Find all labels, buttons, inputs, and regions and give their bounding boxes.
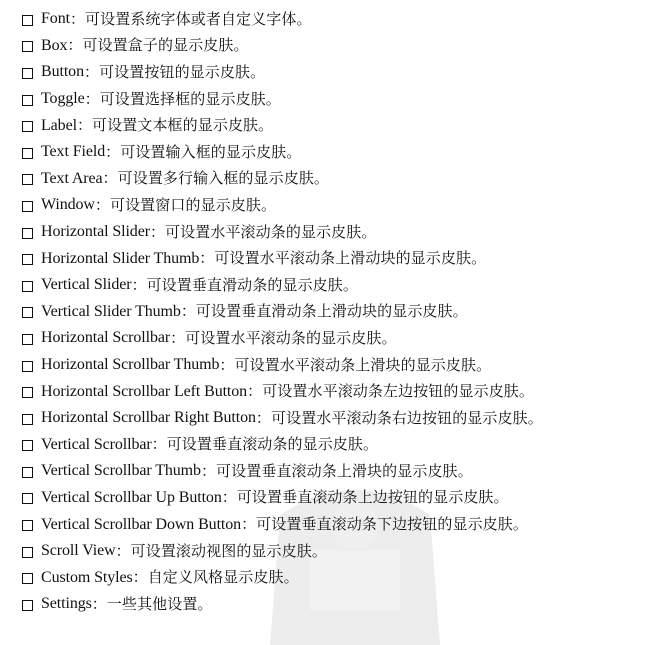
checkbox-square-icon bbox=[22, 387, 33, 398]
list-item bbox=[22, 272, 543, 299]
property-description: ：可设置垂直滑动条的显示皮肤。 bbox=[131, 275, 358, 294]
list-item bbox=[22, 112, 543, 139]
property-name: Vertical Slider Thumb bbox=[41, 302, 181, 320]
property-description: ：可设置垂直滚动条下边按钮的显示皮肤。 bbox=[241, 515, 528, 534]
property-name: Horizontal Scrollbar Left Button bbox=[41, 382, 248, 400]
list-item bbox=[22, 511, 543, 538]
list-item bbox=[22, 139, 543, 166]
list-item bbox=[22, 485, 543, 512]
property-description: ：可设置水平滚动条左边按钮的显示皮肤。 bbox=[247, 382, 534, 401]
list-item bbox=[22, 458, 543, 485]
property-description: ：一些其他设置。 bbox=[91, 594, 213, 613]
list-item bbox=[22, 192, 543, 219]
property-name: Settings bbox=[41, 595, 92, 613]
property-description: ：可设置垂直滑动条上滑动块的显示皮肤。 bbox=[180, 302, 468, 321]
list-item bbox=[22, 299, 543, 326]
property-name: Horizontal Slider bbox=[41, 223, 150, 241]
list-item bbox=[22, 564, 543, 591]
list-item bbox=[22, 405, 543, 432]
list-item bbox=[22, 86, 543, 113]
property-description: ：自定义风格显示皮肤。 bbox=[132, 568, 299, 587]
checkbox-square-icon bbox=[22, 307, 33, 318]
list-item bbox=[22, 166, 543, 193]
property-name: Text Area bbox=[41, 169, 103, 187]
property-name: Toggle bbox=[41, 90, 85, 108]
list-item bbox=[22, 33, 543, 60]
list-item bbox=[22, 591, 543, 618]
property-name: Vertical Scrollbar Thumb bbox=[41, 462, 201, 480]
property-description: ：可设置水平滚动条上滑块的显示皮肤。 bbox=[219, 355, 492, 374]
checkbox-square-icon bbox=[22, 600, 33, 611]
property-name: Horizontal Slider Thumb bbox=[41, 249, 200, 267]
property-name: Horizontal Scrollbar Thumb bbox=[41, 356, 220, 374]
checkbox-square-icon bbox=[22, 493, 33, 504]
list-item bbox=[22, 6, 543, 33]
property-description: ：可设置按钮的显示皮肤。 bbox=[83, 62, 266, 81]
checkbox-square-icon bbox=[22, 68, 33, 79]
property-description: ：可设置水平滚动条的显示皮肤。 bbox=[149, 222, 377, 241]
checkbox-square-icon bbox=[22, 334, 33, 345]
list-item bbox=[22, 325, 543, 352]
checkbox-square-icon bbox=[22, 414, 33, 425]
property-description: ：可设置盒子的显示皮肤。 bbox=[67, 36, 249, 55]
checkbox-square-icon bbox=[22, 573, 33, 584]
checkbox-square-icon bbox=[22, 148, 33, 159]
property-description: ：可设置多行输入框的显示皮肤。 bbox=[102, 169, 330, 188]
checkbox-square-icon bbox=[22, 520, 33, 531]
property-name: Horizontal Scrollbar bbox=[41, 329, 171, 347]
list-item bbox=[22, 538, 543, 565]
property-description: ：可设置选择框的显示皮肤。 bbox=[84, 89, 281, 108]
list-item bbox=[22, 245, 543, 272]
property-description: ：可设置文本框的显示皮肤。 bbox=[76, 116, 274, 135]
checkbox-square-icon bbox=[22, 547, 33, 558]
property-description: ：可设置系统字体或者自定义字体。 bbox=[69, 9, 312, 28]
property-description: ：可设置垂直滚动条上边按钮的显示皮肤。 bbox=[221, 488, 509, 507]
checkbox-square-icon bbox=[22, 15, 33, 26]
property-description: ：可设置垂直滚动条上滑块的显示皮肤。 bbox=[200, 461, 473, 480]
list-item bbox=[22, 219, 543, 246]
list-item bbox=[22, 59, 543, 86]
property-name: Vertical Slider bbox=[41, 276, 132, 294]
property-description: ：可设置水平滚动条右边按钮的显示皮肤。 bbox=[255, 408, 543, 427]
checkbox-square-icon bbox=[22, 281, 33, 292]
property-description: ：可设置滚动视图的显示皮肤。 bbox=[115, 541, 327, 560]
property-description: ：可设置水平滚动条的显示皮肤。 bbox=[170, 328, 397, 347]
checkbox-square-icon bbox=[22, 121, 33, 132]
property-description: ：可设置水平滚动条上滑动块的显示皮肤。 bbox=[199, 249, 487, 268]
list-item bbox=[22, 378, 543, 405]
checkbox-square-icon bbox=[22, 467, 33, 478]
property-name: Box bbox=[41, 36, 68, 54]
property-name: Button bbox=[41, 63, 84, 81]
property-name: Horizontal Scrollbar Right Button bbox=[41, 409, 256, 427]
checkbox-square-icon bbox=[22, 228, 33, 239]
property-name: Scroll View bbox=[41, 542, 116, 560]
checkbox-square-icon bbox=[22, 95, 33, 106]
property-name: Window bbox=[41, 196, 95, 214]
list-item bbox=[22, 432, 543, 459]
checkbox-square-icon bbox=[22, 361, 33, 372]
property-name: Vertical Scrollbar Down Button bbox=[41, 515, 242, 533]
checkbox-square-icon bbox=[22, 174, 33, 185]
list-item bbox=[22, 352, 543, 379]
property-name: Label bbox=[41, 116, 77, 134]
property-description: ：可设置输入框的显示皮肤。 bbox=[105, 142, 302, 161]
property-name: Vertical Scrollbar bbox=[41, 435, 152, 453]
property-description: ：可设置垂直滚动条的显示皮肤。 bbox=[151, 435, 379, 454]
skin-property-list bbox=[22, 6, 543, 618]
property-description: ：可设置窗口的显示皮肤。 bbox=[94, 195, 277, 214]
checkbox-square-icon bbox=[22, 254, 33, 265]
checkbox-square-icon bbox=[22, 440, 33, 451]
checkbox-square-icon bbox=[22, 201, 33, 212]
property-name: Text Field bbox=[41, 143, 106, 161]
property-name: Font bbox=[41, 10, 70, 28]
checkbox-square-icon bbox=[22, 41, 33, 52]
property-name: Vertical Scrollbar Up Button bbox=[41, 488, 222, 506]
property-name: Custom Styles bbox=[41, 568, 133, 586]
